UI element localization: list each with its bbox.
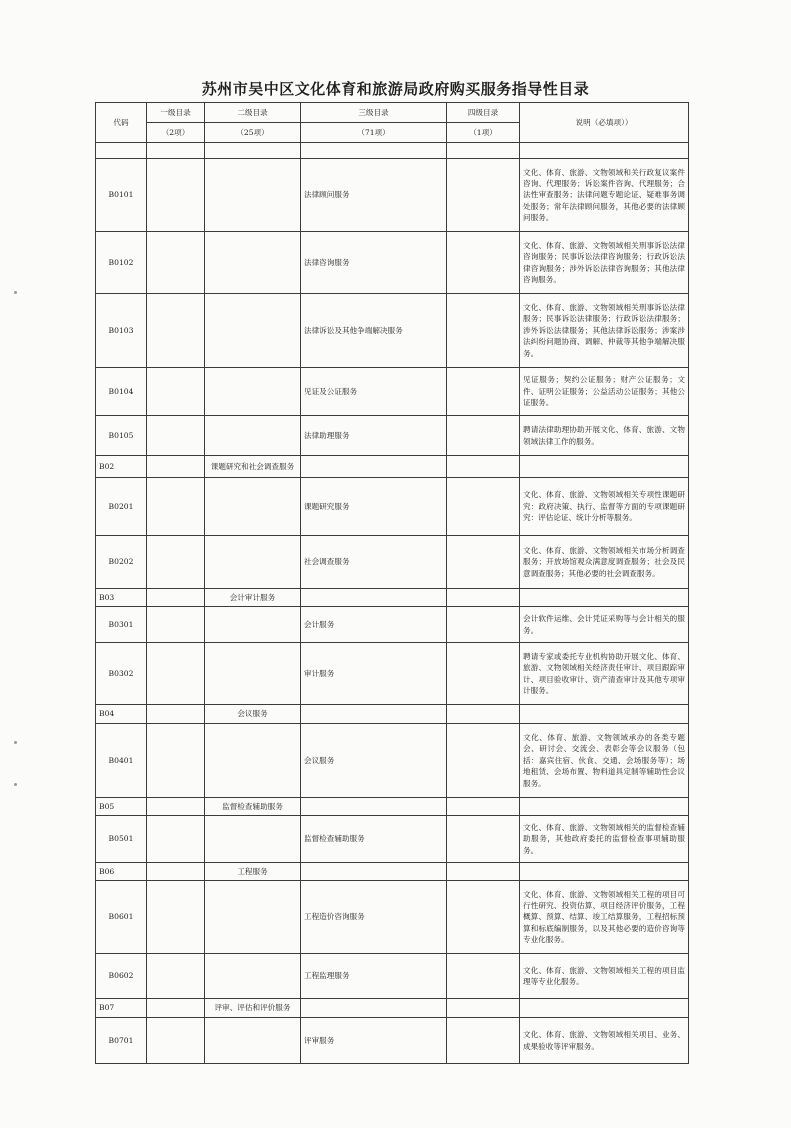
row-note: 文化、体育、旅游、文物领域相关市场分析调查服务；开放场馆观众满意度调查服务；社会及民意调查服务；其他必要的社会调查服务。 (520, 536, 689, 589)
row-level3: 法律诉讼及其他争端解决服务 (301, 294, 447, 368)
category-row (96, 798, 689, 816)
row-note: 文化、体育、旅游、文物领域相关工程的项目可行性研究、投资估算、项目经济评价服务，工程概算、预算、结算、竣工结算服务，工程招标预算和标底编制服务，以及其他必要的造价咨询等专业化服务。 (520, 881, 689, 954)
table-row (96, 232, 689, 294)
row-level3: 工程造价咨询服务 (301, 881, 447, 954)
row-note: 会计软件运维、会计凭证采购等与会计相关的服务。 (520, 607, 689, 643)
header-level3-count: （71项） (301, 123, 447, 143)
row-code: B0602 (96, 954, 147, 999)
row-level3: 社会调查服务 (301, 536, 447, 589)
table-row (96, 1018, 689, 1064)
header-level1-count: （2项） (147, 123, 205, 143)
row-level3: 课题研究服务 (301, 478, 447, 536)
row-level2: 会议服务 (205, 705, 301, 724)
row-code: B0501 (96, 816, 147, 863)
table-row (96, 294, 689, 368)
table-row (96, 724, 689, 798)
category-row (96, 863, 689, 881)
table-row (96, 159, 689, 232)
row-code: B0701 (96, 1018, 147, 1064)
row-code: B05 (96, 798, 147, 816)
row-level3: 会议服务 (301, 724, 447, 798)
row-level3: 法律咨询服务 (301, 232, 447, 294)
table-row (96, 478, 689, 536)
row-code: B07 (96, 999, 147, 1018)
table-row (96, 416, 689, 456)
row-code: B0105 (96, 416, 147, 456)
row-note: 文化、体育、旅游、文物领域相关刑事诉讼法律服务；民事诉讼法律服务；行政诉讼法律服务；涉外诉讼法律服务；其他法律诉讼服务；涉案涉法纠纷问题协商、调解、仲裁等其他争端解决服务。 (520, 294, 689, 368)
row-note: 文化、体育、旅游、文物领域和关行政复议案件咨询、代理服务；诉讼案件咨询、代理服务；合法性审查服务；法律问题专题论证、疑难事务调处服务；常年法律顾问服务，其他必要的法律顾问服务。 (520, 159, 689, 232)
table-row (96, 536, 689, 589)
row-note: 文化、体育、旅游、文物领域相关项目、业务、成果验收等评审服务。 (520, 1018, 689, 1064)
row-code: B0401 (96, 724, 147, 798)
row-code: B04 (96, 705, 147, 724)
category-row (96, 456, 689, 478)
row-level3: 审计服务 (301, 643, 447, 705)
row-note: 文化、体育、旅游、文物领域相关工程的项目监理等专业化服务。 (520, 954, 689, 999)
row-level2: 评审、评估和评价服务 (205, 999, 301, 1018)
row-code: B0601 (96, 881, 147, 954)
row-level3: 监督检查辅助服务 (301, 816, 447, 863)
row-code: B02 (96, 456, 147, 478)
category-row (96, 705, 689, 724)
header-note: 说明（必填项）） (520, 103, 689, 143)
row-level2: 课题研究和社会调查服务 (205, 456, 301, 478)
row-note: 聘请法律助理协助开展文化、体育、旅游、文物领域法律工作的服务。 (520, 416, 689, 456)
blank-row (96, 143, 689, 159)
row-code: B0201 (96, 478, 147, 536)
table-row (96, 881, 689, 954)
row-level3: 见证及公证服务 (301, 368, 447, 416)
row-note: 文化、体育、旅游、文物领域相关专项性课题研究：政府决策、执行、监督等方面的专项课题研究：评估论证、统计分析等服务。 (520, 478, 689, 536)
row-note: 聘请专家或委托专业机构协助开展文化、体育、旅游、文物领域相关经济责任审计、项目跟踪审计、项目验收审计、资产清查审计及其他专项审计服务。 (520, 643, 689, 705)
table-row (96, 607, 689, 643)
row-code: B0301 (96, 607, 147, 643)
row-code: B0102 (96, 232, 147, 294)
row-code: B0103 (96, 294, 147, 368)
header-row (96, 103, 689, 123)
row-level2: 监督检查辅助服务 (205, 798, 301, 816)
margin-mark (14, 291, 17, 294)
row-level3: 工程监理服务 (301, 954, 447, 999)
table-row (96, 816, 689, 863)
margin-mark (14, 783, 17, 786)
row-note: 文化、体育、旅游、文物领域相关刑事诉讼法律咨询服务；民事诉讼法律咨询服务；行政诉讼法律咨询服务；涉外诉讼法律咨询服务；其他法律咨询服务。 (520, 232, 689, 294)
header-code: 代码 (96, 103, 147, 143)
table-row (96, 368, 689, 416)
row-level3: 法律助理服务 (301, 416, 447, 456)
row-code: B0302 (96, 643, 147, 705)
header-level4: 四级目录 (447, 103, 520, 123)
row-code: B06 (96, 863, 147, 881)
margin-mark (14, 741, 17, 744)
header-level2: 二级目录 (205, 103, 301, 123)
row-level2: 会计审计服务 (205, 589, 301, 607)
row-note: 文化、体育、旅游、文物领域相关的监督检查辅助服务，其他政府委托的监督检查事项辅助服务。 (520, 816, 689, 863)
row-note: 文化、体育、旅游、文物领域承办的各类专题会、研讨会、交流会、表彰会等会议服务（包括：嘉宾住宿、伙食、交通、会场服务等）；场地租赁、会场布置、物料道具定制等辅助性会议服务。 (520, 724, 689, 798)
category-row (96, 589, 689, 607)
row-level2: 工程服务 (205, 863, 301, 881)
catalog-table (95, 102, 689, 1064)
table-row (96, 954, 689, 999)
header-level1: 一级目录 (147, 103, 205, 123)
page-title: 苏州市吴中区文化体育和旅游局政府购买服务指导性目录 (201, 80, 590, 98)
header-level3: 三级目录 (301, 103, 447, 123)
row-level3: 评审服务 (301, 1018, 447, 1064)
header-level2-count: （25项） (205, 123, 301, 143)
row-code: B03 (96, 589, 147, 607)
row-note: 见证服务；契约公证服务；财产公证服务；文件、证明公证服务；公益活动公证服务；其他公证服务。 (520, 368, 689, 416)
header-level4-count: （1项） (447, 123, 520, 143)
row-level3: 会计服务 (301, 607, 447, 643)
row-code: B0101 (96, 159, 147, 232)
row-level3: 法律顾问服务 (301, 159, 447, 232)
row-code: B0104 (96, 368, 147, 416)
category-row (96, 999, 689, 1018)
table-row (96, 643, 689, 705)
row-code: B0202 (96, 536, 147, 589)
